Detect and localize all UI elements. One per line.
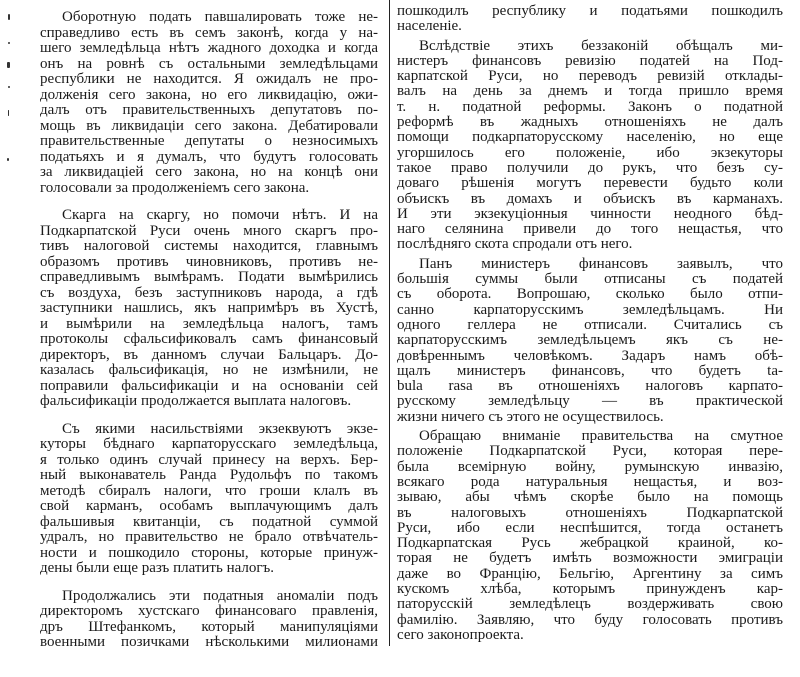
text-line: дены были еще разъ платить налогъ. bbox=[40, 560, 275, 576]
text-line: тивъ налоговой системы находится, главнымъ bbox=[40, 238, 378, 254]
text-line: населеніе. bbox=[397, 18, 462, 35]
text-line: заступники нашлись, якъ напримѣръ въ Хустѣ, bbox=[40, 300, 378, 316]
text-line: образомъ противъ чиновниковъ, противъ не- bbox=[40, 253, 378, 270]
text-line: одного геллера не отписали. Считались съ bbox=[397, 316, 783, 333]
text-line: большія суммы были отписаны съ податей bbox=[397, 271, 783, 288]
text-line: угоршилось его положеніе, ибо экзекуторы bbox=[397, 144, 783, 161]
text-line: санно карпаторусскимъ земледѣльцамъ. Ни bbox=[397, 301, 783, 318]
text-line: Съ якими насильствіями экзеквуютъ экзе- bbox=[62, 420, 378, 437]
paragraph bbox=[397, 39, 783, 253]
text-line: правительственные депутаты о незносимыхъ bbox=[40, 133, 378, 149]
text-line: дръ Штефанкомъ, который манипуляціями bbox=[40, 618, 378, 635]
margin-speck bbox=[7, 158, 9, 161]
text-line: паторусскій земледѣлецъ воздерживать свою bbox=[397, 596, 783, 613]
text-line: bula rasa въ отношеніяхъ налоговъ карпато- bbox=[397, 378, 783, 395]
text-line: Скарга на скаргу, но помочи нѣтъ. И на bbox=[62, 207, 378, 223]
text-line: податьяхъ и я думалъ, что будутъ голосовать bbox=[40, 148, 378, 165]
text-line: доваго рѣшенія могутъ перевести будьто коли bbox=[397, 175, 783, 192]
text-line: наго селянина привели до того нещастья, что bbox=[397, 221, 783, 238]
text-line: помощи подкарпаторусскому населенію, но еще bbox=[397, 129, 783, 146]
paragraph bbox=[397, 4, 783, 35]
text-line: реформѣ въ жадныхъ отношеніяхъ не далъ bbox=[397, 114, 783, 131]
text-line: торая не будетъ имѣть возможности эмиграціи bbox=[397, 550, 783, 567]
text-line: въ налоговыхъ отношеніяхъ Подкарпатской bbox=[397, 504, 783, 521]
text-line: т. н. податной реформы. Законъ о податной bbox=[397, 98, 783, 115]
text-line: онъ на ровнѣ съ остальными земледѣльцами bbox=[40, 55, 378, 72]
text-line: протоколы сфальсификовалъ самъ финансовый bbox=[40, 331, 378, 347]
text-line: кускомъ хлѣба, которымъ принужденъ кар- bbox=[397, 580, 783, 597]
text-line: справедливо есть въ семъ законѣ, когда у на- bbox=[40, 24, 378, 41]
text-line: съ оборота. Вопрошаю, сколько было отпи- bbox=[397, 286, 783, 303]
text-line: директоромъ хустскаго финансоваго правленія, bbox=[40, 603, 378, 619]
text-line: щалъ министеръ финансовъ, что будетъ ta- bbox=[397, 362, 783, 379]
margin-speck bbox=[7, 62, 10, 68]
text-line: поправили фальсификаціи и на основаніи сей bbox=[40, 377, 378, 394]
text-line: и вымѣрили на земледѣльца налогъ, тамъ bbox=[40, 315, 378, 332]
text-line: была всемірную войну, румынскую инвазію, bbox=[397, 458, 783, 475]
margin-speck bbox=[8, 42, 10, 44]
text-line: такое право получили до рукъ, что безъ су- bbox=[397, 159, 783, 176]
text-line: казалась фальсификація, но не измѣнили, не bbox=[40, 362, 378, 378]
paragraph bbox=[397, 257, 783, 425]
text-line: Руси, ибо если неспѣшится, тогда останетъ bbox=[397, 519, 783, 536]
text-line: ности и пошкодило стороны, которые принуж- bbox=[40, 544, 378, 561]
text-line: Панъ министеръ финансовъ заявылъ, что bbox=[419, 255, 783, 272]
text-line: довѣреннымъ человѣкомъ. Задаръ намъ обѣ- bbox=[397, 347, 783, 364]
right-text-column bbox=[397, 4, 783, 643]
text-line: республики не находится. Я ожидалъ не про- bbox=[40, 71, 378, 87]
text-line: жизни ничего съ этого не осуществилось. bbox=[397, 408, 664, 425]
text-line: даже во Францію, Бельгію, Аргентину за симъ bbox=[397, 565, 783, 582]
text-line: долженія сего закона, но его ликвидацію, ожи- bbox=[40, 86, 378, 103]
text-line: за ликвидаціей сего закона, но на концѣ они bbox=[40, 164, 378, 180]
text-line: пошкодилъ республику и податьями пошкодилъ bbox=[397, 3, 783, 19]
margin-speck bbox=[8, 14, 10, 20]
text-line: фальшивыя квитанціи, съ податной суммой bbox=[40, 513, 378, 530]
left-text-column bbox=[40, 10, 378, 651]
text-line: удралъ, но правительство не брало отвѣчатель- bbox=[40, 529, 378, 545]
text-line: военными позичками нѣсколькими милионами bbox=[40, 634, 378, 650]
text-line: справедливымъ вымѣрамъ. Подати вымѣрились bbox=[40, 269, 378, 285]
text-line: послѣдняго скота спродали отъ него. bbox=[397, 236, 633, 253]
text-line: Подкарпатская Русь жебрацкой краиной, ко- bbox=[397, 535, 783, 552]
text-line: валъ на день за днемъ и тогда пришло время bbox=[397, 83, 783, 100]
text-line: нистеръ финансовъ ревизію податей на Под- bbox=[397, 52, 783, 69]
text-line: русскому земледѣльцу — въ практической bbox=[397, 393, 783, 410]
paragraph bbox=[40, 10, 378, 196]
text-line: методѣ сбиралъ налоги, что гроши клалъ въ bbox=[40, 482, 378, 499]
paragraph bbox=[40, 589, 378, 651]
text-line: Вслѣдствіе этихъ беззаконій обѣщалъ ми- bbox=[419, 37, 783, 54]
text-line: И эти экзекуціонныя чинности неодного бѣд- bbox=[397, 205, 783, 222]
paragraph bbox=[40, 422, 378, 577]
text-line: мощь въ ликвидаціи сего закона. Дебатировали bbox=[40, 117, 378, 134]
column-divider bbox=[389, 0, 390, 646]
text-line: карпаторусскимъ земледѣльцемъ якъ съ не- bbox=[397, 332, 783, 349]
text-line: далъ отъ правительственныхъ депутатовъ по- bbox=[40, 102, 378, 118]
text-line: съ воздуха, безъ заступниковъ народа, а гдѣ bbox=[40, 284, 378, 301]
text-line: куторы бѣднаго карпаторусскаго земледѣльца, bbox=[40, 436, 378, 452]
text-line: фамилію. Заявляю, что буду голосовать противъ bbox=[397, 611, 783, 628]
text-line: Подкарпатской Руси очень много скаргъ про- bbox=[40, 222, 378, 239]
text-line: всякаго рода натуральныя нещастья, и воз- bbox=[397, 473, 783, 490]
text-line: объискъ въ домахъ и объискъ въ карманахъ. bbox=[397, 190, 783, 207]
margin-speck bbox=[8, 86, 10, 88]
text-line: фальсификаціи продолжается выплата налоговъ. bbox=[40, 393, 352, 409]
text-line: голосовали за продолженіемъ сего закона. bbox=[40, 179, 310, 196]
text-line: зываю, абы чѣмъ скорѣе было на помощь bbox=[397, 489, 783, 506]
margin-speck bbox=[8, 110, 9, 116]
text-line: Продолжались эти податныя аномаліи подъ bbox=[62, 587, 378, 604]
text-line: Оборотную подать павшалировать тоже не- bbox=[62, 9, 378, 25]
text-line: шего земледѣльца нѣтъ жадного доходка и когда bbox=[40, 40, 378, 56]
text-line: я только одинъ случай принесу на верхъ. Бер- bbox=[40, 451, 378, 468]
text-line: свой карманъ, особамъ выплачующимъ далъ bbox=[40, 498, 378, 514]
text-line: карпатской Руси, но переводъ ревизій отклады- bbox=[397, 68, 783, 85]
text-line: ный выконаватель Ранда Рудольфъ по такомъ bbox=[40, 467, 378, 483]
paragraph bbox=[397, 429, 783, 643]
text-line: сего законопроекта. bbox=[397, 626, 524, 643]
text-line: директоръ, въ данномъ случаи Бальцаръ. До- bbox=[40, 346, 378, 363]
paragraph bbox=[40, 208, 378, 410]
text-line: положеніе Подкарпатской Руси, которая пере- bbox=[397, 443, 783, 460]
text-line: Обращаю вниманіе правительства на смутное bbox=[419, 428, 783, 445]
